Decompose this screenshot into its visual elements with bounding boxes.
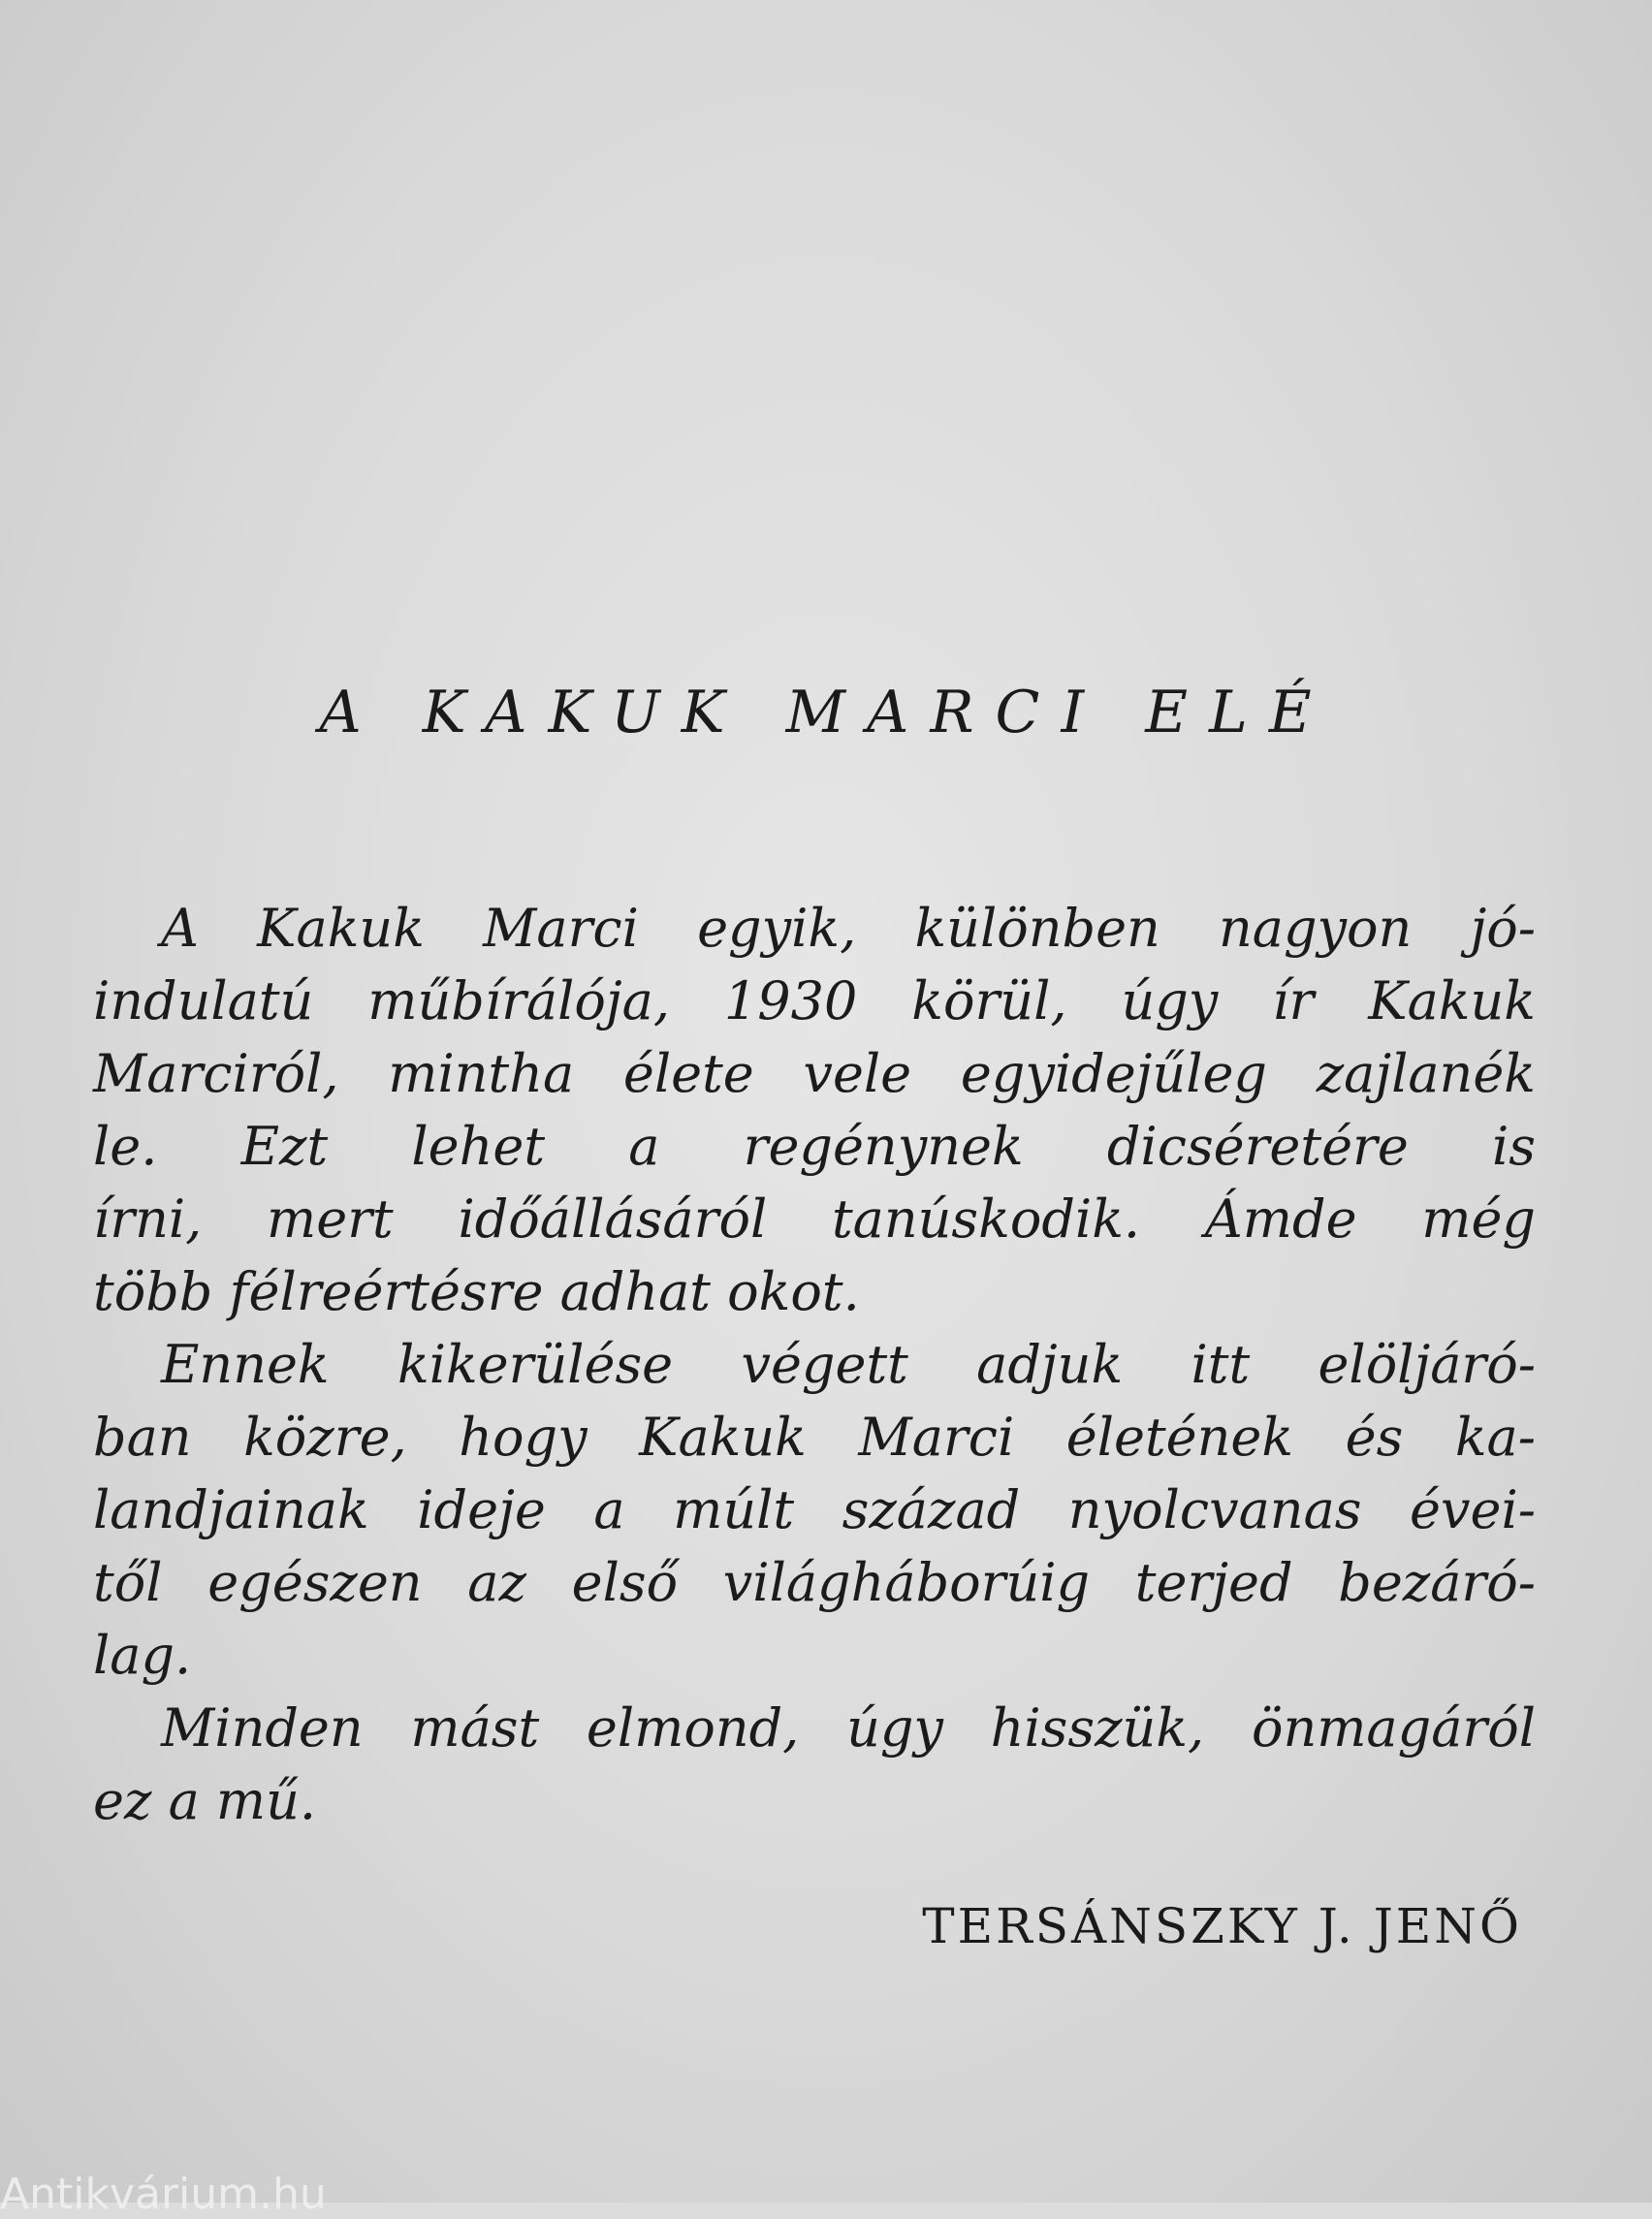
text-line: le. Ezt lehet a regénynek dicséretére is [93, 1116, 1536, 1177]
watermark-text: Antikvárium.hu [0, 2170, 327, 2219]
text-line: től egészen az első világháborúig terjed bezáró- [93, 1552, 1536, 1613]
text-line: ez a mű. [93, 1770, 317, 1831]
text-line: Minden mást elmond, úgy hisszük, önmagáról [161, 1697, 1536, 1759]
text-line: landjainak ideje a múlt század nyolcvanas évei- [93, 1479, 1536, 1540]
preface-text [93, 892, 1536, 1837]
text-line: ban közre, hogy Kakuk Marci életének és ka- [93, 1407, 1536, 1468]
text-line: több félreértésre adhat okot. [93, 1261, 860, 1322]
chapter-title: A KAKUK MARCI ELÉ [319, 679, 1333, 746]
text-line: Ennek kikerülése végett adjuk itt elöljáró- [161, 1334, 1536, 1395]
text-line: lag. [93, 1625, 192, 1686]
text-line: indulatú műbírálója, 1930 körül, úgy ír Kakuk [93, 970, 1536, 1031]
text-line: A Kakuk Marci egyik, különben nagyon jó- [161, 898, 1536, 959]
text-line: írni, mert időállásáról tanúskodik. Ámde még [93, 1189, 1536, 1250]
text-line: Marciról, mintha élete vele egyidejűleg zajlanék [93, 1043, 1536, 1104]
author-signature: TERSÁNSZKY J. JENŐ [922, 1898, 1522, 1954]
